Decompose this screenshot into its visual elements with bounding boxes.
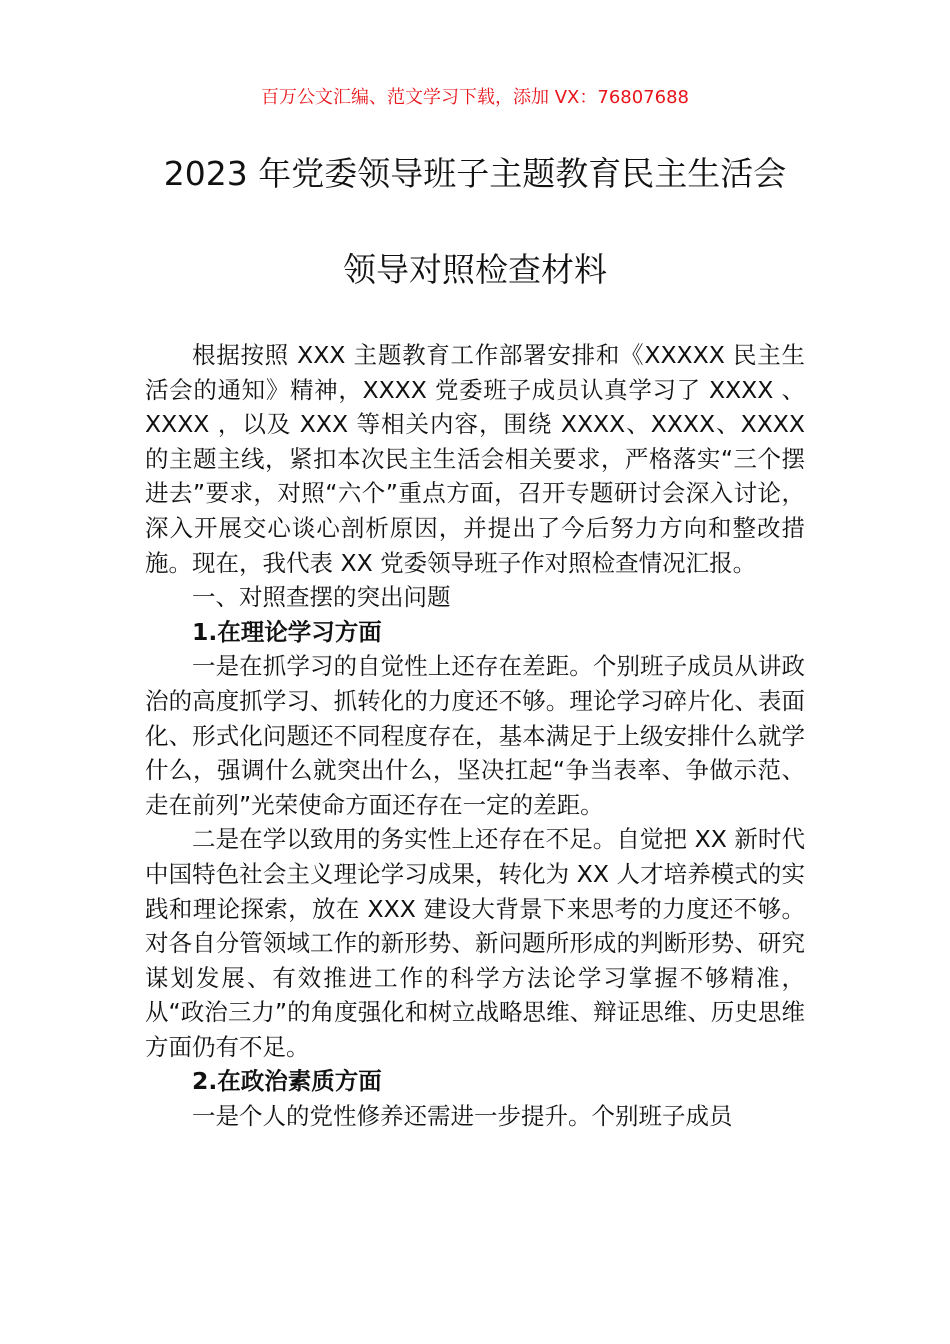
intro-paragraph: 根据按照 XXX 主题教育工作部署安排和《XXXXX 民主生活会的通知》精神，XXXX 党委班子成员认真学习了 XXXX 、 XXXX ，以及 XXX 等相关内容，围绕 XXXX、XXXX、XXXX 的主题主线，紧扣本次民主生活会相关要求，严格落实“三个摆进去”要求，对照“六个”重点方面，召开专题研讨会深入讨论，深入开展交心谈心剖析原因，并提出了今后努力方向和整改措施。现在，我代表 XX 党委领导班子作对照检查情况汇报。 — [145, 341, 805, 577]
document-title-line-1: 2023 年党委领导班子主题教育民主生活会 — [163, 154, 787, 193]
subsection-1-paragraph-1: 一是在抓学习的自觉性上还存在差距。个别班子成员从讲政治的高度抓学习、抓转化的力度还不够。理论学习碎片化、表面化、形式化问题还不同程度存在，基本满足于上级安排什么就学什么，强调什么就突出什么，坚决扛起“争当表率、争做示范、走在前列”光荣使命方面还存在一定的差距。 — [145, 652, 805, 819]
document-body — [145, 338, 805, 1134]
section-heading-1: 一、对照查摆的突出问题 — [192, 583, 451, 612]
header-note: 百万公文汇编、范文学习下载，添加 VX：76807688 — [261, 87, 689, 108]
subsection-1-paragraph-2: 二是在学以致用的务实性上还存在不足。自觉把 XX 新时代中国特色社会主义理论学习成果，转化为 XX 人才培养模式的实践和理论探索，放在 XXX 建设大背景下来思考的力度还不够。对各自分管领域工作的新形势、新问题所形成的判断形势、研究谋划发展、有效推进工作的科学方法论学习掌握不够精准，从“政治三力”的角度强化和树立战略思维、辩证思维、历史思维方面仍有不足。 — [145, 825, 805, 1061]
document-title-line-2: 领导对照检查材料 — [343, 250, 607, 289]
subsection-heading-1: 1.在理论学习方面 — [192, 617, 382, 646]
subsection-2-paragraph-1: 一是个人的党性修养还需进一步提升。个别班子成员 — [192, 1102, 733, 1131]
subsection-heading-2: 2.在政治素质方面 — [192, 1067, 382, 1096]
